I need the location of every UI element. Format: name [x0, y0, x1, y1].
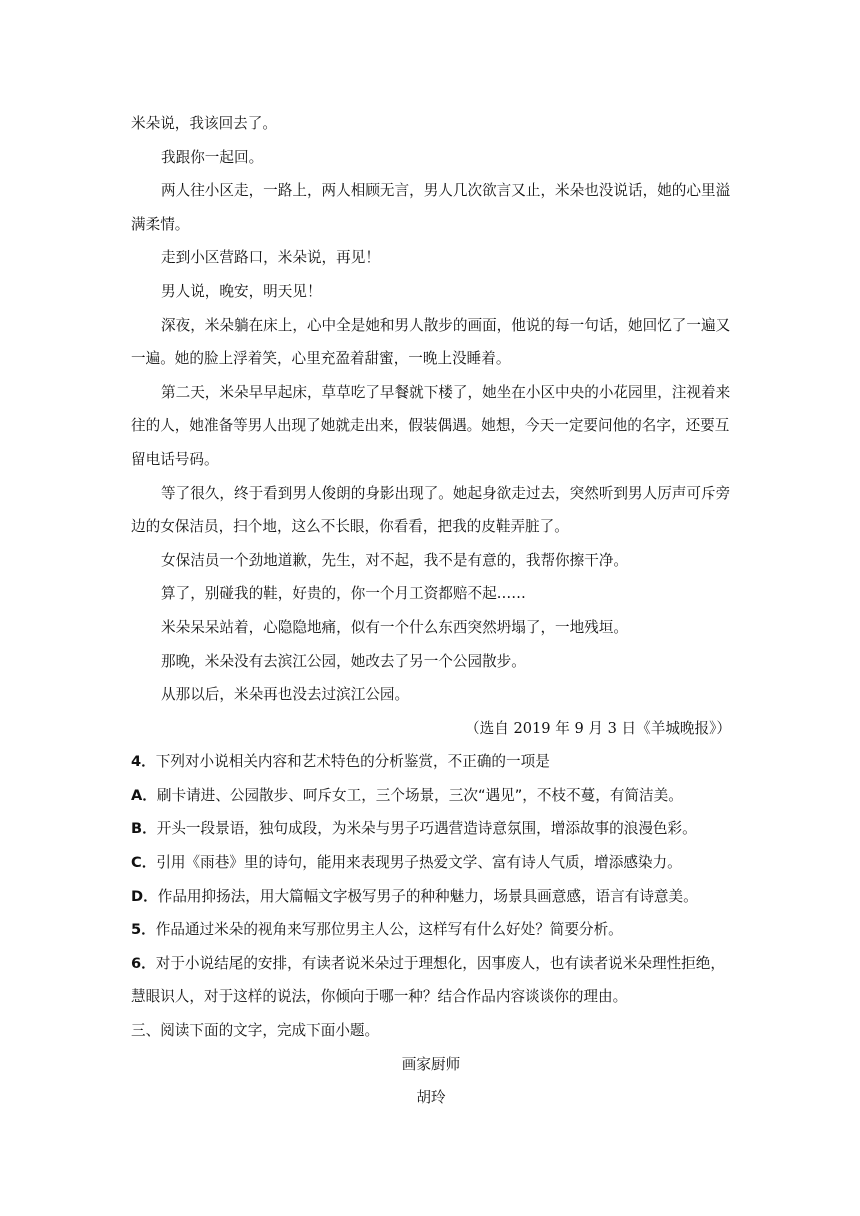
- option-letter: A．: [131, 786, 157, 804]
- story-paragraph: 两人往小区走，一路上，两人相顾无言，男人几次欲言又止，米朵也没说话，她的心里溢满柔情。: [131, 182, 731, 233]
- question-number: 5．: [131, 921, 156, 939]
- article-title: 画家厨师: [401, 1055, 461, 1073]
- article-author: 胡玲: [416, 1089, 446, 1107]
- question-4: [131, 745, 731, 779]
- story-line: 我跟你一起回。: [161, 148, 264, 166]
- story-line: 那晚，米朵没有去滨江公园，她改去了另一个公园散步。: [161, 652, 526, 670]
- story-paragraph: 深夜，米朵躺在床上，心中全是她和男人散步的画面，他说的每一句话，她回忆了一遍又一遍。她的脸上浮着笑，心里充盈着甜蜜，一晚上没睡着。: [131, 316, 731, 368]
- story-paragraph: 等了很久，终于看到男人俊朗的身影出现了。她起身欲走过去，突然听到男人厉声可斥旁边的女保洁员，扫个地，这么不长眼，你看看，把我的皮鞋弄脏了。: [131, 484, 731, 536]
- document-body: [131, 107, 731, 1115]
- question-text: 对于小说结尾的安排，有读者说米朵过于理想化，因事废人，也有读者说米朵理性拒绝，慧眼识人，对于这样的说法，你倾向于哪一种？结合作品内容谈谈你的理由。: [131, 954, 725, 1006]
- option-a: [131, 779, 731, 813]
- option-d: [131, 880, 731, 914]
- story-line: 算了，别碰我的鞋，好贵的，你一个月工资都赔不起……: [161, 585, 526, 603]
- story-paragraph: 第二天，米朵早早起床，草草吃了早餐就下楼了，她坐在小区中央的小花园里，注视着来往的人，她准备等男人出现了她就走出来，假装偶遇。她想，今天一定要问他的名字，还要互留电话号码。: [131, 383, 731, 468]
- question-5: [131, 913, 731, 947]
- option-b: [131, 812, 731, 846]
- option-text: 作品用抑扬法，用大篇幅文字极写男子的种种魅力，场景具画意感，语言有诗意美。: [157, 887, 698, 905]
- story-line: 男人说，晚安，明天见！: [161, 282, 322, 300]
- option-c: [131, 846, 731, 880]
- section-heading: 三、阅读下面的文字，完成下面小题。: [131, 1022, 380, 1040]
- option-letter: C．: [131, 854, 157, 872]
- story-source: （选自 2019 年 9 月 3 日《羊城晚报》）: [465, 719, 731, 737]
- question-stem: 下列对小说相关内容和艺术特色的分析鉴赏，不正确的一项是: [155, 753, 550, 771]
- story-line: 米朵说，我该回去了。: [131, 115, 277, 132]
- story-line: 走到小区营路口，米朵说，再见！: [161, 249, 380, 267]
- question-number: 6．: [131, 954, 156, 972]
- story-line: 从那以后，米朵再也没去过滨江公园。: [161, 686, 410, 704]
- story-line: 米朵呆呆站着，心隐隐地痛，似有一个什么东西突然坍塌了，一地残垣。: [161, 618, 629, 636]
- story-line: 女保洁员一个劲地道歉，先生，对不起，我不是有意的，我帮你擦干净。: [161, 551, 629, 569]
- option-text: 刷卡请进、公园散步、呵斥女工，三个场景，三次“遇见”，不枝不蔓，有简洁美。: [156, 786, 683, 804]
- option-letter: B．: [131, 820, 157, 838]
- option-letter: D．: [131, 887, 158, 905]
- option-text: 引用《雨巷》里的诗句，能用来表现男子热爱文学、富有诗人气质，增添感染力。: [156, 854, 682, 872]
- question-number: 4．: [131, 753, 156, 771]
- question-text: 作品通过米朵的视角来写那位男主人公，这样写有什么好处？简要分析。: [155, 921, 623, 939]
- question-6: [131, 947, 731, 1014]
- option-text: 开头一段景语，独句成段，为米朵与男子巧遇营造诗意氛围，增添故事的浪漫色彩。: [156, 820, 697, 838]
